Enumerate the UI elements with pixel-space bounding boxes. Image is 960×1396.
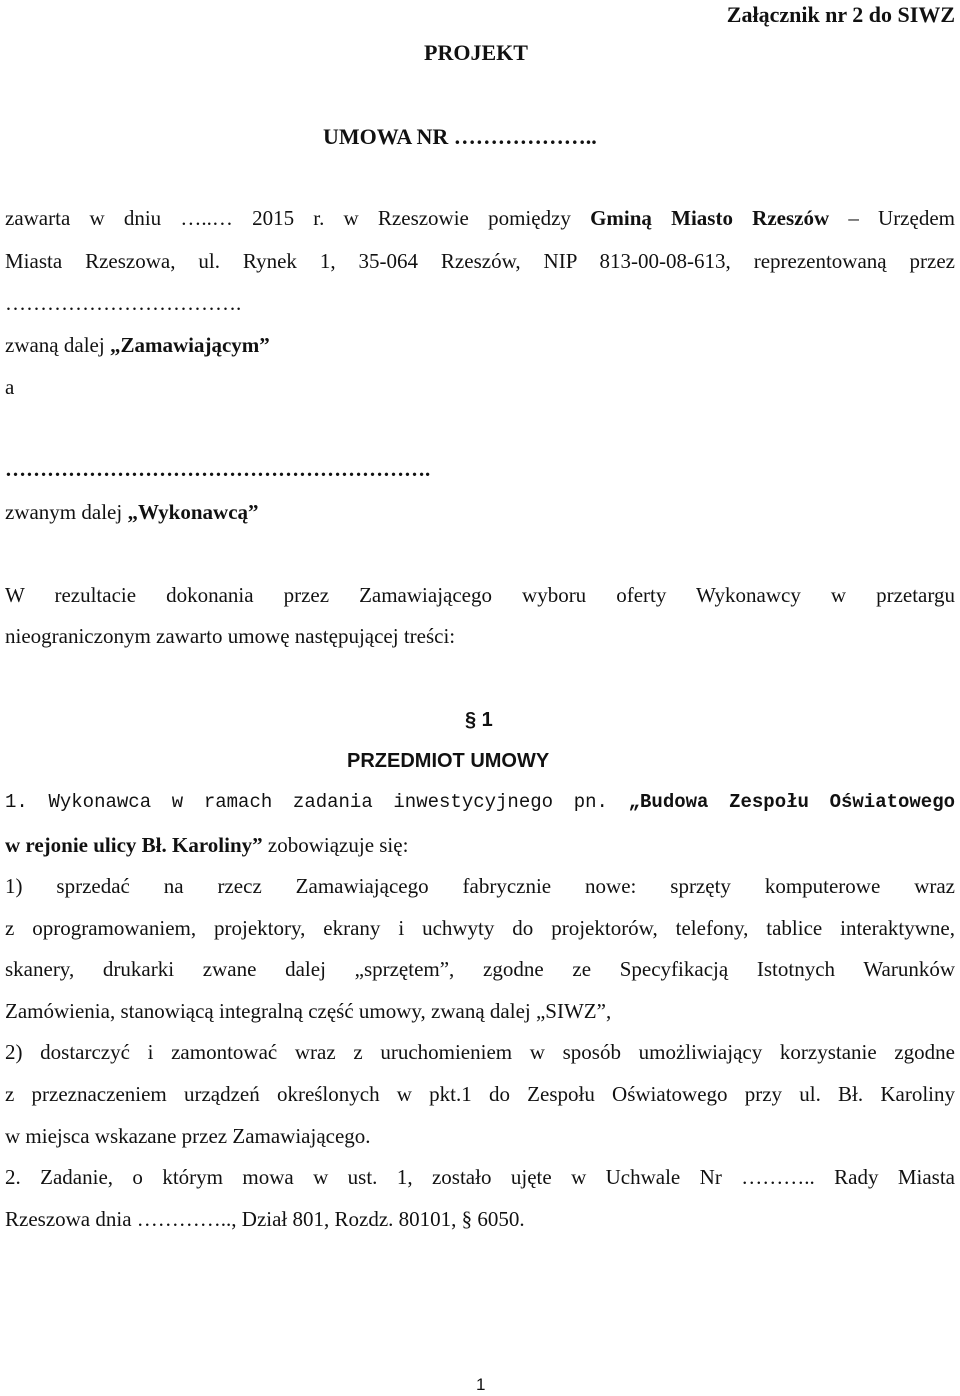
city-name: Gminą Miasto Rzeszów bbox=[590, 206, 830, 230]
paragraph-2-line-1: 2. Zadanie, o którym mowa w ust. 1, zostało ujęte w Uchwale Nr ……….. Rady Miasta bbox=[5, 1165, 955, 1189]
paragraph-1-line-2 bbox=[5, 835, 408, 856]
attachment-label: Załącznik nr 2 do SIWZ bbox=[726, 2, 955, 27]
paragraph-2-line-2: Rzeszowa dnia ………….., Dział 801, Rozdz. 80101, § 6050. bbox=[5, 1207, 525, 1231]
section-number: § 1 bbox=[465, 709, 493, 731]
obligation-line-4: Zamówienia, stanowiącą integralną część umowy, zwaną dalej „SIWZ”, bbox=[5, 999, 612, 1023]
ordering-party-prefix: zwaną dalej bbox=[5, 333, 105, 357]
obligation-line-7: w miejsca wskazane przez Zamawiającego. bbox=[5, 1124, 371, 1148]
paragraph-1-lead: 1. Wykonawca w ramach zadania inwestycyjnego pn. bbox=[5, 791, 608, 813]
obligation-line-1: 1) sprzedać na rzecz Zamawiającego fabrycznie nowe: sprzęty komputerowe wraz bbox=[5, 874, 955, 898]
obligation-line-2: z oprogramowaniem, projektory, ekrany i uchwyty do projektorów, telefony, tablice interaktywne, bbox=[5, 916, 955, 940]
intro-line-1: W rezultacie dokonania przez Zamawiającego wyboru oferty Wykonawcy w przetargu bbox=[5, 583, 955, 607]
parties-line-1a: zawarta w dniu …..… 2015 r. w Rzeszowie pomiędzy bbox=[5, 206, 571, 230]
ordering-party-line bbox=[5, 335, 270, 356]
contractor-prefix: zwanym dalej bbox=[5, 500, 123, 524]
obligation-line-3: skanery, drukarki zwane dalej „sprzętem”, zgodne ze Specyfikacją Istotnych Warunków bbox=[5, 957, 955, 981]
parties-line-1c: – Urzędem bbox=[848, 206, 955, 230]
paragraph-1-line-1 bbox=[5, 793, 955, 812]
ordering-party-name: „Zamawiającym” bbox=[109, 333, 270, 357]
contractor-name: „Wykonawcą” bbox=[127, 500, 259, 524]
projekt-label: PROJEKT bbox=[424, 40, 528, 65]
intro-line-2: nieograniczonym zawarto umowę następującej treści: bbox=[5, 624, 456, 648]
parties-line-2: Miasta Rzeszowa, ul. Rynek 1, 35-064 Rzeszów, NIP 813-00-08-613, reprezentowaną przez bbox=[5, 249, 955, 273]
contract-title: UMOWA NR ……………….. bbox=[323, 124, 597, 149]
obligation-line-5: 2) dostarczyć i zamontować wraz z uruchomieniem w sposób umożliwiający korzystanie zgodne bbox=[5, 1040, 955, 1064]
representative-dots: ……………………………. bbox=[5, 291, 242, 315]
conjunction: a bbox=[5, 375, 15, 399]
project-name: „Budowa Zespołu Oświatowego bbox=[628, 791, 956, 813]
section-heading: PRZEDMIOT UMOWY bbox=[347, 750, 550, 772]
page-number: 1 bbox=[476, 1375, 486, 1394]
project-location: w rejonie ulicy Bł. Karoliny” bbox=[5, 833, 263, 857]
obligation-line-6: z przeznaczeniem urządzeń określonych w pkt.1 do Zespołu Oświatowego przy ul. Bł. Karoliny bbox=[5, 1082, 955, 1106]
paragraph-1-tail: zobowiązuje się: bbox=[267, 833, 409, 857]
contractor-dots: ……………………………………………………. bbox=[5, 457, 431, 481]
contractor-line bbox=[5, 502, 259, 523]
parties-line-1 bbox=[5, 208, 955, 229]
